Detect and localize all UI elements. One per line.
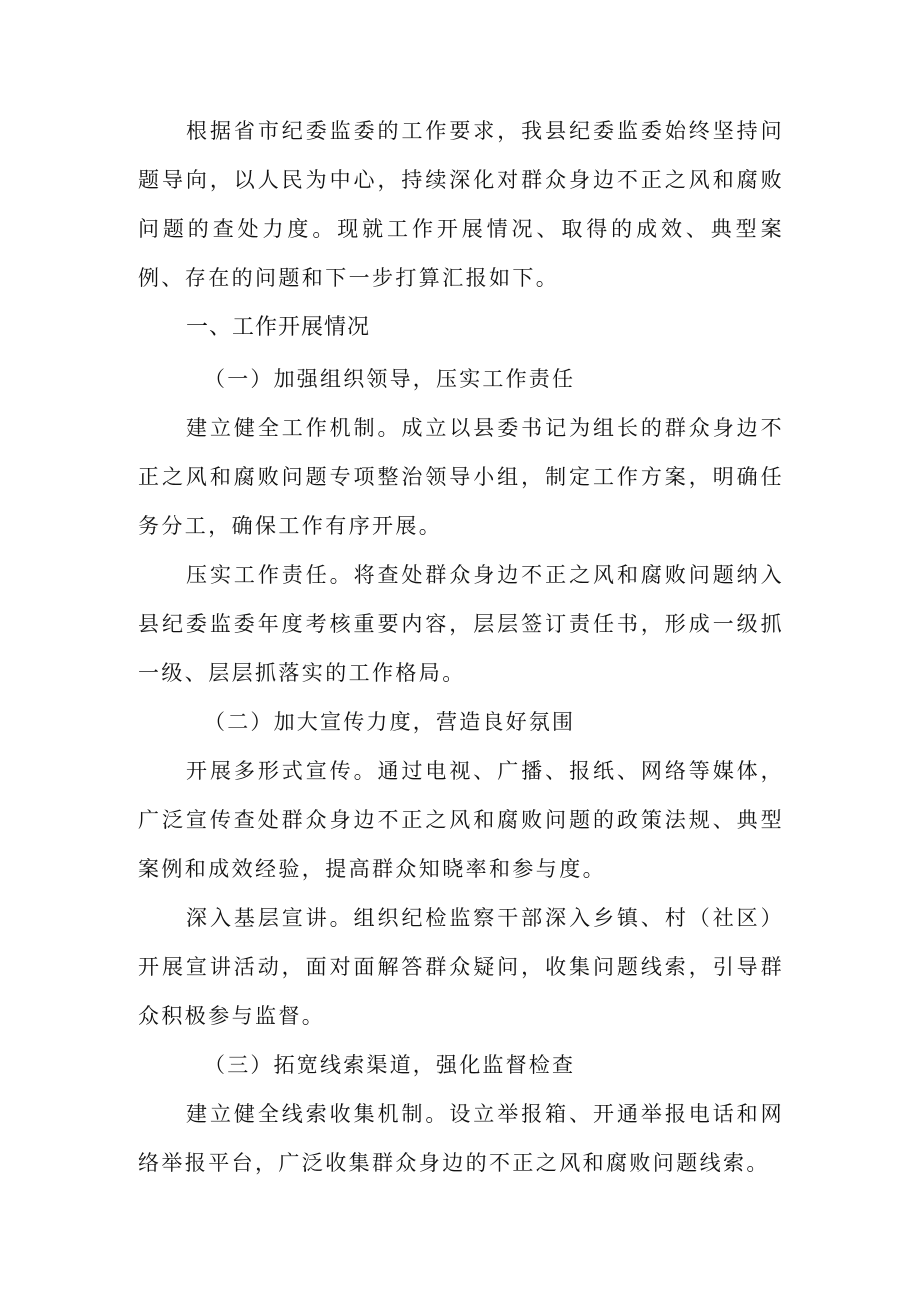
subsection-heading-1: （一）加强组织领导，压实工作责任 [204, 367, 576, 391]
body-paragraph: 压实工作责任。将查处群众身边不正之风和腐败问题纳入县纪委监委年度考核重要内容，层层签订责任书，形成一级抓一级、层层抓落实的工作格局。 [138, 563, 784, 685]
body-paragraph: 开展多形式宣传。通过电视、广播、报纸、网络等媒体，广泛宣传查处群众身边不正之风和腐败问题的政策法规、典型案例和成效经验，提高群众知晓率和参与度。 [138, 759, 784, 881]
body-paragraph: 建立健全线索收集机制。设立举报箱、开通举报电话和网络举报平台，广泛收集群众身边的不正之风和腐败问题线索。 [138, 1102, 784, 1175]
subsection-heading-2: （二）加大宣传力度，营造良好氛围 [204, 710, 576, 734]
document-body [138, 107, 784, 1188]
body-paragraph: 建立健全工作机制。成立以县委书记为组长的群众身边不正之风和腐败问题专项整治领导小组，制定工作方案，明确任务分工，确保工作有序开展。 [138, 416, 784, 538]
section-heading-work-progress: 一、工作开展情况 [186, 315, 371, 340]
body-paragraph: 深入基层宣讲。组织纪检监察干部深入乡镇、村（社区）开展宣讲活动，面对面解答群众疑问，收集问题线索，引导群众积极参与监督。 [138, 906, 784, 1028]
subsection-heading-3: （三）拓宽线索渠道，强化监督检查 [204, 1053, 576, 1077]
intro-paragraph: 根据省市纪委监委的工作要求，我县纪委监委始终坚持问题导向，以人民为中心，持续深化对群众身边不正之风和腐败问题的查处力度。现就工作开展情况、取得的成效、典型案例、存在的问题和下一步打算汇报如下。 [138, 119, 784, 290]
